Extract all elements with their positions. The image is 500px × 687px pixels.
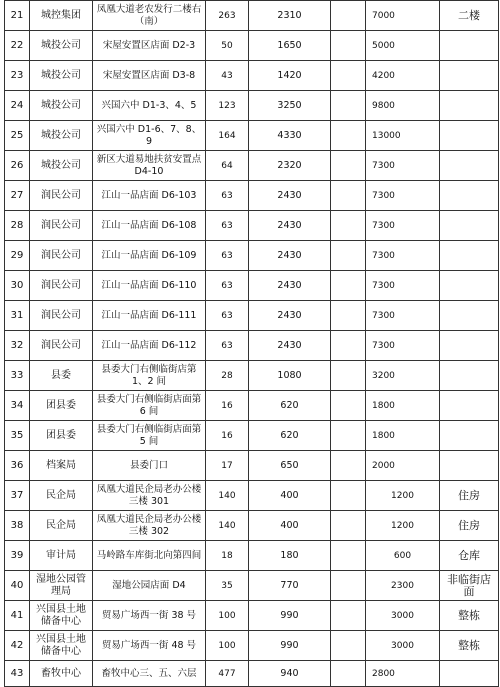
amount-cell: 620 (249, 421, 331, 451)
unit-cell: 团县委 (30, 391, 93, 421)
table-row (5, 571, 499, 601)
empty-cell (331, 151, 366, 181)
amount-cell: 4330 (249, 121, 331, 151)
location-cell: 县委大门右侧临街店面第 6 间 (93, 391, 206, 421)
amount-cell: 2430 (249, 241, 331, 271)
area-cell: 164 (206, 121, 249, 151)
amount-cell: 650 (249, 451, 331, 481)
empty-cell (331, 271, 366, 301)
rent-cell: 2000 (366, 451, 440, 481)
amount-cell: 3250 (249, 91, 331, 121)
amount-cell: 2430 (249, 211, 331, 241)
amount-cell: 620 (249, 391, 331, 421)
row-number-cell: 34 (5, 391, 30, 421)
table-row (5, 121, 499, 151)
rent-cell: 2800 (366, 661, 440, 687)
note-cell: 仓库 (440, 541, 499, 571)
area-cell: 18 (206, 541, 249, 571)
note-cell (440, 61, 499, 91)
unit-cell: 档案局 (30, 451, 93, 481)
unit-cell: 城投公司 (30, 61, 93, 91)
unit-cell: 民企局 (30, 511, 93, 541)
unit-cell: 民企局 (30, 481, 93, 511)
location-cell: 新区大道易地扶贫安置点 D4-10 (93, 151, 206, 181)
table-row (5, 361, 499, 391)
row-number-cell: 40 (5, 571, 30, 601)
area-cell: 16 (206, 391, 249, 421)
table-body (5, 1, 499, 687)
row-number-cell: 21 (5, 1, 30, 31)
table-row (5, 421, 499, 451)
row-number-cell: 22 (5, 31, 30, 61)
note-cell (440, 271, 499, 301)
property-rental-table (4, 0, 499, 687)
rent-cell: 1800 (366, 391, 440, 421)
location-cell: 畜牧中心三、五、六层 (93, 661, 206, 687)
unit-cell: 城投公司 (30, 121, 93, 151)
table-row (5, 271, 499, 301)
row-number-cell: 23 (5, 61, 30, 91)
amount-cell: 770 (249, 571, 331, 601)
unit-cell: 城投公司 (30, 151, 93, 181)
amount-cell: 400 (249, 511, 331, 541)
empty-cell (331, 391, 366, 421)
location-cell: 宋屋安置区店面 D2-3 (93, 31, 206, 61)
rent-cell: 2300 (366, 571, 440, 601)
unit-cell: 润民公司 (30, 181, 93, 211)
rent-cell: 600 (366, 541, 440, 571)
note-cell: 整栋 (440, 631, 499, 661)
location-cell: 县委大门右侧临街店第 1、2 间 (93, 361, 206, 391)
area-cell: 17 (206, 451, 249, 481)
note-cell (440, 361, 499, 391)
table-row (5, 301, 499, 331)
empty-cell (331, 451, 366, 481)
rent-cell: 5000 (366, 31, 440, 61)
empty-cell (331, 1, 366, 31)
empty-cell (331, 31, 366, 61)
amount-cell: 2430 (249, 331, 331, 361)
note-cell: 非临街店面 (440, 571, 499, 601)
location-cell: 县委门口 (93, 451, 206, 481)
row-number-cell: 43 (5, 661, 30, 687)
area-cell: 123 (206, 91, 249, 121)
row-number-cell: 26 (5, 151, 30, 181)
area-cell: 63 (206, 301, 249, 331)
row-number-cell: 35 (5, 421, 30, 451)
unit-cell: 润民公司 (30, 331, 93, 361)
location-cell: 马岭路车库街北向第四间 (93, 541, 206, 571)
empty-cell (331, 331, 366, 361)
amount-cell: 2430 (249, 301, 331, 331)
table-row (5, 31, 499, 61)
area-cell: 63 (206, 271, 249, 301)
note-cell (440, 331, 499, 361)
empty-cell (331, 61, 366, 91)
table-row (5, 661, 499, 687)
note-cell: 整栋 (440, 601, 499, 631)
note-cell (440, 451, 499, 481)
row-number-cell: 24 (5, 91, 30, 121)
area-cell: 63 (206, 181, 249, 211)
area-cell: 50 (206, 31, 249, 61)
empty-cell (331, 241, 366, 271)
table-row (5, 601, 499, 631)
empty-cell (331, 211, 366, 241)
row-number-cell: 38 (5, 511, 30, 541)
note-cell (440, 211, 499, 241)
table-row (5, 1, 499, 31)
area-cell: 140 (206, 511, 249, 541)
empty-cell (331, 631, 366, 661)
amount-cell: 180 (249, 541, 331, 571)
row-number-cell: 30 (5, 271, 30, 301)
amount-cell: 2430 (249, 181, 331, 211)
area-cell: 63 (206, 331, 249, 361)
table-row (5, 151, 499, 181)
note-cell (440, 181, 499, 211)
note-cell (440, 121, 499, 151)
area-cell: 63 (206, 211, 249, 241)
unit-cell: 润民公司 (30, 211, 93, 241)
amount-cell: 1080 (249, 361, 331, 391)
amount-cell: 990 (249, 601, 331, 631)
location-cell: 贸易广场西一街 48 号 (93, 631, 206, 661)
empty-cell (331, 421, 366, 451)
rent-cell: 1200 (366, 481, 440, 511)
area-cell: 63 (206, 241, 249, 271)
empty-cell (331, 601, 366, 631)
table-row (5, 391, 499, 421)
empty-cell (331, 181, 366, 211)
amount-cell: 940 (249, 661, 331, 687)
rent-cell: 4200 (366, 61, 440, 91)
location-cell: 江山一品店面 D6-109 (93, 241, 206, 271)
unit-cell: 润民公司 (30, 271, 93, 301)
location-cell: 凤凰大道民企局老办公楼三楼 301 (93, 481, 206, 511)
unit-cell: 城控集团 (30, 1, 93, 31)
unit-cell: 县委 (30, 361, 93, 391)
location-cell: 江山一品店面 D6-110 (93, 271, 206, 301)
note-cell (440, 91, 499, 121)
area-cell: 100 (206, 631, 249, 661)
rent-cell: 7300 (366, 241, 440, 271)
empty-cell (331, 121, 366, 151)
rent-cell: 3000 (366, 601, 440, 631)
area-cell: 100 (206, 601, 249, 631)
rent-cell: 7000 (366, 1, 440, 31)
location-cell: 兴国六中 D1-3、4、5 (93, 91, 206, 121)
note-cell (440, 421, 499, 451)
table-row (5, 331, 499, 361)
empty-cell (331, 301, 366, 331)
empty-cell (331, 361, 366, 391)
rent-cell: 7300 (366, 301, 440, 331)
empty-cell (331, 541, 366, 571)
note-cell: 住房 (440, 511, 499, 541)
unit-cell: 兴国县土地储备中心 (30, 601, 93, 631)
unit-cell: 审计局 (30, 541, 93, 571)
row-number-cell: 39 (5, 541, 30, 571)
location-cell: 凤凰大道老农发行二楼右（南） (93, 1, 206, 31)
row-number-cell: 36 (5, 451, 30, 481)
amount-cell: 400 (249, 481, 331, 511)
note-cell (440, 241, 499, 271)
empty-cell (331, 661, 366, 687)
table-row (5, 241, 499, 271)
area-cell: 16 (206, 421, 249, 451)
location-cell: 宋屋安置区店面 D3-8 (93, 61, 206, 91)
empty-cell (331, 481, 366, 511)
rent-cell: 7300 (366, 181, 440, 211)
note-cell (440, 151, 499, 181)
row-number-cell: 27 (5, 181, 30, 211)
location-cell: 县委大门右侧临街店面第 5 间 (93, 421, 206, 451)
unit-cell: 润民公司 (30, 301, 93, 331)
rent-cell: 3200 (366, 361, 440, 391)
row-number-cell: 37 (5, 481, 30, 511)
row-number-cell: 29 (5, 241, 30, 271)
rent-cell: 7300 (366, 271, 440, 301)
amount-cell: 990 (249, 631, 331, 661)
rent-cell: 3000 (366, 631, 440, 661)
location-cell: 凤凰大道民企局老办公楼三楼 302 (93, 511, 206, 541)
unit-cell: 城投公司 (30, 91, 93, 121)
amount-cell: 2430 (249, 271, 331, 301)
table-row (5, 91, 499, 121)
area-cell: 64 (206, 151, 249, 181)
table-row (5, 511, 499, 541)
note-cell: 二楼 (440, 1, 499, 31)
unit-cell: 湿地公园管理局 (30, 571, 93, 601)
unit-cell: 城投公司 (30, 31, 93, 61)
location-cell: 江山一品店面 D6-103 (93, 181, 206, 211)
table-row (5, 451, 499, 481)
empty-cell (331, 91, 366, 121)
unit-cell: 润民公司 (30, 241, 93, 271)
note-cell: 住房 (440, 481, 499, 511)
table-row (5, 181, 499, 211)
location-cell: 江山一品店面 D6-111 (93, 301, 206, 331)
rent-cell: 1200 (366, 511, 440, 541)
location-cell: 江山一品店面 D6-108 (93, 211, 206, 241)
row-number-cell: 42 (5, 631, 30, 661)
rent-cell: 7300 (366, 151, 440, 181)
note-cell (440, 391, 499, 421)
rent-cell: 1800 (366, 421, 440, 451)
location-cell: 江山一品店面 D6-112 (93, 331, 206, 361)
area-cell: 35 (206, 571, 249, 601)
area-cell: 43 (206, 61, 249, 91)
row-number-cell: 32 (5, 331, 30, 361)
table-row (5, 541, 499, 571)
rent-cell: 7300 (366, 211, 440, 241)
area-cell: 477 (206, 661, 249, 687)
amount-cell: 1420 (249, 61, 331, 91)
note-cell (440, 301, 499, 331)
unit-cell: 畜牧中心 (30, 661, 93, 687)
area-cell: 263 (206, 1, 249, 31)
rent-cell: 7300 (366, 331, 440, 361)
amount-cell: 1650 (249, 31, 331, 61)
location-cell: 贸易广场西一街 38 号 (93, 601, 206, 631)
note-cell (440, 31, 499, 61)
rent-cell: 9800 (366, 91, 440, 121)
location-cell: 湿地公园店面 D4 (93, 571, 206, 601)
unit-cell: 兴国县土地储备中心 (30, 631, 93, 661)
empty-cell (331, 511, 366, 541)
table-row (5, 631, 499, 661)
row-number-cell: 31 (5, 301, 30, 331)
row-number-cell: 41 (5, 601, 30, 631)
table-row (5, 211, 499, 241)
area-cell: 140 (206, 481, 249, 511)
amount-cell: 2320 (249, 151, 331, 181)
empty-cell (331, 571, 366, 601)
note-cell (440, 661, 499, 687)
table-row (5, 61, 499, 91)
area-cell: 28 (206, 361, 249, 391)
row-number-cell: 33 (5, 361, 30, 391)
rent-cell: 13000 (366, 121, 440, 151)
row-number-cell: 25 (5, 121, 30, 151)
row-number-cell: 28 (5, 211, 30, 241)
amount-cell: 2310 (249, 1, 331, 31)
unit-cell: 团县委 (30, 421, 93, 451)
table-row (5, 481, 499, 511)
location-cell: 兴国六中 D1-6、7、8、9 (93, 121, 206, 151)
